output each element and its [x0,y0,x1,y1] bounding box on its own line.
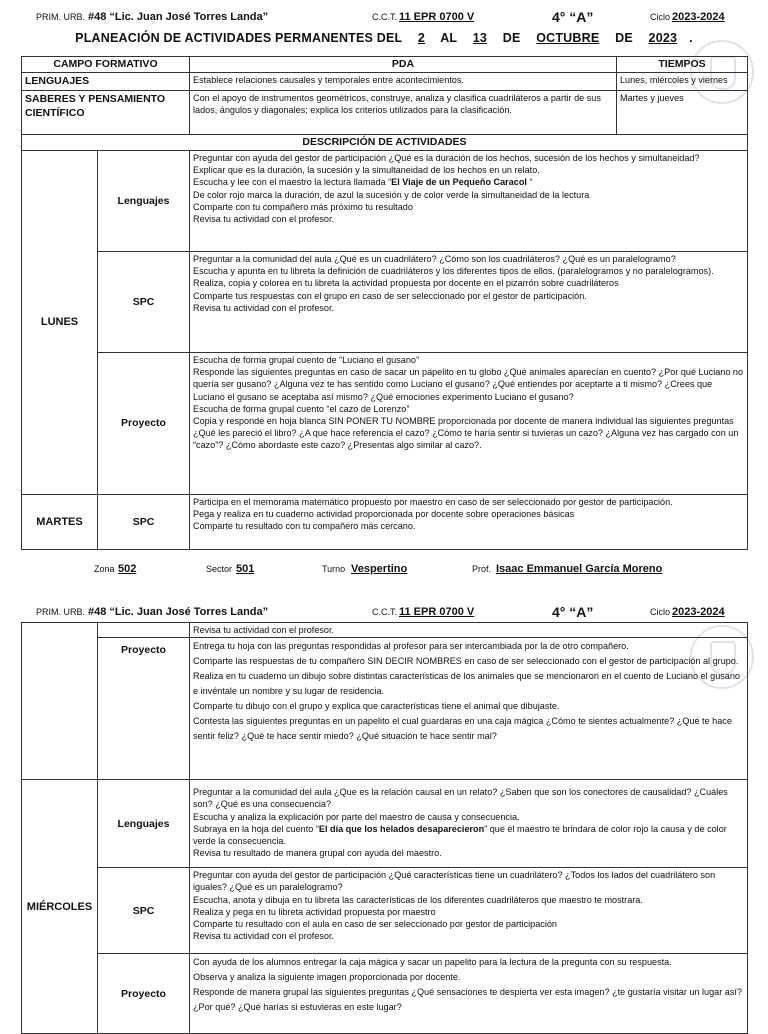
activity-line: Preguntar a la comunidad del aula ¿Qué es un cuadrilátero? ¿Cómo son los cuadriláteros? ¿Qué es un paralelogramo? [193,254,676,264]
subject-spc: SPC [98,495,190,550]
planning-table [21,56,748,550]
ciclo-value: 2023-2024 [672,11,725,23]
ciclo-label: Ciclo [650,607,671,617]
activity-cell [190,954,748,1034]
subject-spc: SPC [98,252,190,353]
activity-line: Revisa tu actividad con el profesor. [193,214,335,225]
activity-line: Escucha de forma grupal cuento “el cazo de Lorenzo” [193,403,410,414]
activity-line: Realiza en tu cuaderno un dibujo sobre distintas características de los animales que se mencionaron en el cuento de Luciano el gusano e invéntale un nombre y su lugar de residencia. [193,671,740,697]
page1-footer [0,564,768,580]
campo-pda: Con el apoyo de instrumentos geométricos, construye, analiza y clasifica cuadriláteros a partir de sus lados, ángulos y diagonales; explica los criterios utilizados para la clasificación. [190,91,617,135]
activity-line: Comparte tu dibujo con el grupo y explica que características tiene el animal que dibujaste. [193,701,560,712]
activity-line: Preguntar a la comunidad del aula ¿Que es la relación causal en un relato? ¿Saben que son los conectores de causalidad? ¿Cuáles son? ¿Qué es una consecuencia? [193,787,728,810]
activity-line: Realiza, copia y colorea en tu libreta la actividad propuesta por docente en el pizarrón sobre cuadriláteros [193,278,619,289]
month: OCTUBRE [536,31,600,45]
planning-table-continued [21,622,748,1034]
activity-line: Explicar que es la duración, la sucesión y la simultaneidad de los hechos en un relato. [193,165,540,176]
page-title: PLANEACIÓN DE ACTIVIDADES PERMANENTES DEL 2 AL 13 DE OCTUBRE DE 2023 . [75,31,693,45]
subject-lenguajes: Lenguajes [98,780,190,868]
sector-value: 501 [236,563,255,575]
activity-line: Escucha, anota y dibuja en tu libreta las características de los diferentes cuadriláteros que maestro te mostrara. [193,894,643,905]
activity-line: Preguntar con ayuda del gestor de participación ¿Qué es la duración de los hechos, sucesión de los hechos y simultaneidad? [193,153,700,163]
activity-line: Comparte tu resultado con tu compañero más cercano. [193,521,416,532]
cct-value: 11 EPR 0700 V [399,606,475,618]
cct-label: C.C.T. [372,607,398,617]
campo-tiempos: Lunes, miércoles y viernes [617,73,748,91]
activity-line: Revisa tu actividad con el profesor. [193,931,335,942]
campo-pda: Establece relaciones causales y temporales entre acontecimientos. [190,73,617,91]
day-to: 13 [472,31,488,45]
activity-line: Escucha y lee con el maestro la lectura llamada “El Viaje de un Pequeño Caracol “ [193,177,533,188]
sector-label: Sector [206,564,233,574]
activity-cell [190,638,748,780]
ciclo-label: Ciclo [650,12,671,22]
day-miercoles: MIÉRCOLES [22,780,98,1034]
prof-name: Isaac Emmanuel García Moreno [496,563,663,575]
day-martes: MARTES [22,495,98,550]
activity-line: Comparte las respuestas de tu compañero SIN DECIR NOMBRES en caso de ser seleccionado con el gestor de participación al grupo. [193,656,739,667]
activity-line: Escucha y apunta en tu libreta la definición de cuadriláteros y los diferentes tipos de ellos. (paralelogramos y no paralelogramos). [193,266,714,277]
activity-line: Realiza y pega en tu libreta actividad propuesta por maestro [193,906,436,917]
activity-line: Contesta las siguientes preguntas en un papelito el cual guardaras en una caja mágica ¿Cómo te sientes actualmente? ¿Qué te hace sentir feliz? ¿Qué te hace sentir miedo? ¿Qué situación te hace sentir mal? [193,716,732,742]
activity-cell [190,252,748,353]
activity-line: Participa en el memorama matemático propuesto por maestro en caso de ser seleccionado por gestor de participación. [193,497,673,507]
subject-proyecto: Proyecto [98,638,190,780]
activity-line: Responde de manera grupal las siguientes preguntas ¿Qué sensaciones te despierta ver esta imagen? ¿te gustaría visitar un lugar así? ¿Por qué? ¿Qué harías si estuvieras en este lugar? [193,987,742,1013]
activity-line: Escucha y analiza la explicación por parte del maestro de causa y consecuencia. [193,811,520,822]
campo-name: SABERES Y PENSAMIENTO CIENTÍFICO [22,91,190,135]
turno-label: Turno [322,564,346,574]
zona-value: 502 [118,563,137,575]
subject-cell-empty [98,623,190,638]
activity-cell [190,151,748,252]
activity-cell [190,353,748,495]
activity-line: Entrega tu hoja con las preguntas respondidas al profesor para ser intercambiada por la de otro compañero. [193,641,629,652]
campo-name: LENGUAJES [22,73,190,91]
turno-value: Vespertino [351,563,408,575]
activity-cell [190,868,748,954]
activity-line: Comparte tus respuestas con el grupo en caso de ser seleccionado por el gestor de participación. [193,290,587,301]
activity-line: Revisa tu resultado de manera grupal con ayuda del maestro. [193,848,442,859]
day-from: 2 [417,31,425,45]
activity-line: Subraya en la hoja del cuento “El día que los helados desaparecieron” que el maestro te brindara de color rojo la causa y de color verde la consecuencia. [193,823,727,847]
activity-line: Comparte tu resultado con el aula en caso de ser seleccionado por gestor de participación [193,919,557,930]
activity-line: Comparte con tu compañero más próximo tu resultado [193,201,413,212]
subject-spc: SPC [98,868,190,954]
year: 2023 [648,31,678,45]
activity-cell [190,780,748,868]
day-lunes: LUNES [22,151,98,495]
school-name: #48 “Lic. Juan José Torres Landa” [88,606,269,618]
activity-line: Revisa tu actividad con el profesor. [193,302,335,313]
activity-line: Revisa tu actividad con el profesor. [190,623,748,638]
col-tiempos: TIEMPOS [617,57,748,73]
activity-line: Preguntar con ayuda del gestor de participación ¿Qué características tiene un cuadrilátero? ¿Todos los lados del cuadrilátero son iguales? ¿Qué es un paralelogramo? [193,870,716,893]
prim-label: PRIM. URB. [36,12,86,22]
page1-header [0,9,768,30]
grade: 4° “A” [552,9,594,25]
cct-value: 11 EPR 0700 V [399,11,475,23]
zona-label: Zona [94,564,115,574]
cct-label: C.C.T. [372,12,398,22]
activity-line: De color rojo marca la duración, de azul la sucesión y de color verde la simultaneidad de la lectura [193,189,590,200]
prim-label: PRIM. URB. [36,607,86,617]
activity-line: Con ayuda de los alumnos entregar la caja mágica y sacar un papelito para la lectura de la pregunta con su respuesta. [193,957,672,968]
ciclo-value: 2023-2024 [672,606,725,618]
activity-line: Responde las siguientes preguntas en caso de sacar un papelito en tu globo ¿Qué animales aparecían en cuento? ¿Por qué Luciano no quería ser gusano? ¿Alguna vez te has sentido como Luciano el gusano? ¿Qué entiendes por aceptarte a ti mismo? ¿Crees que Luciano el gusano se aceptaba así mismo? ¿Qué emociones experimento Luciano el gusano? [193,367,744,402]
day-cell-continued [22,623,98,780]
subject-lenguajes: Lenguajes [98,151,190,252]
activity-cell [190,495,748,550]
activity-line: Escucha de forma grupal cuento de “Luciano el gusano” [193,355,419,365]
activity-line: Pega y realiza en tu cuaderno actividad proporcionada por docente sobre operaciones básicas [193,509,575,520]
prof-label: Prof. [472,564,492,574]
campo-tiempos: Martes y jueves [617,91,748,135]
col-campo: CAMPO FORMATIVO [22,57,190,73]
descripcion-header: DESCRIPCIÓN DE ACTIVIDADES [22,135,748,151]
subject-proyecto: Proyecto [98,954,190,1034]
col-pda: PDA [190,57,617,73]
activity-line: Observa y analiza la siguiente imagen proporcionada por docente. [193,972,461,983]
school-name: #48 “Lic. Juan José Torres Landa” [88,11,269,23]
subject-proyecto: Proyecto [98,353,190,495]
activity-line: Copia y responde en hoja blanca SIN PONER TU NOMBRE proporcionada por docente de manera individual las siguientes preguntas ¿Qué les pareció el libro? ¿A que hace referencia el cazo? ¿Cómo te haría sentir si tuvieras un cazo? ¿Alguna vez has cargado con un “cazo”? ¿Cómo abordaste este cazo? ¿Presentas algo similar al cazo?. [193,416,739,451]
grade: 4° “A” [552,604,594,620]
